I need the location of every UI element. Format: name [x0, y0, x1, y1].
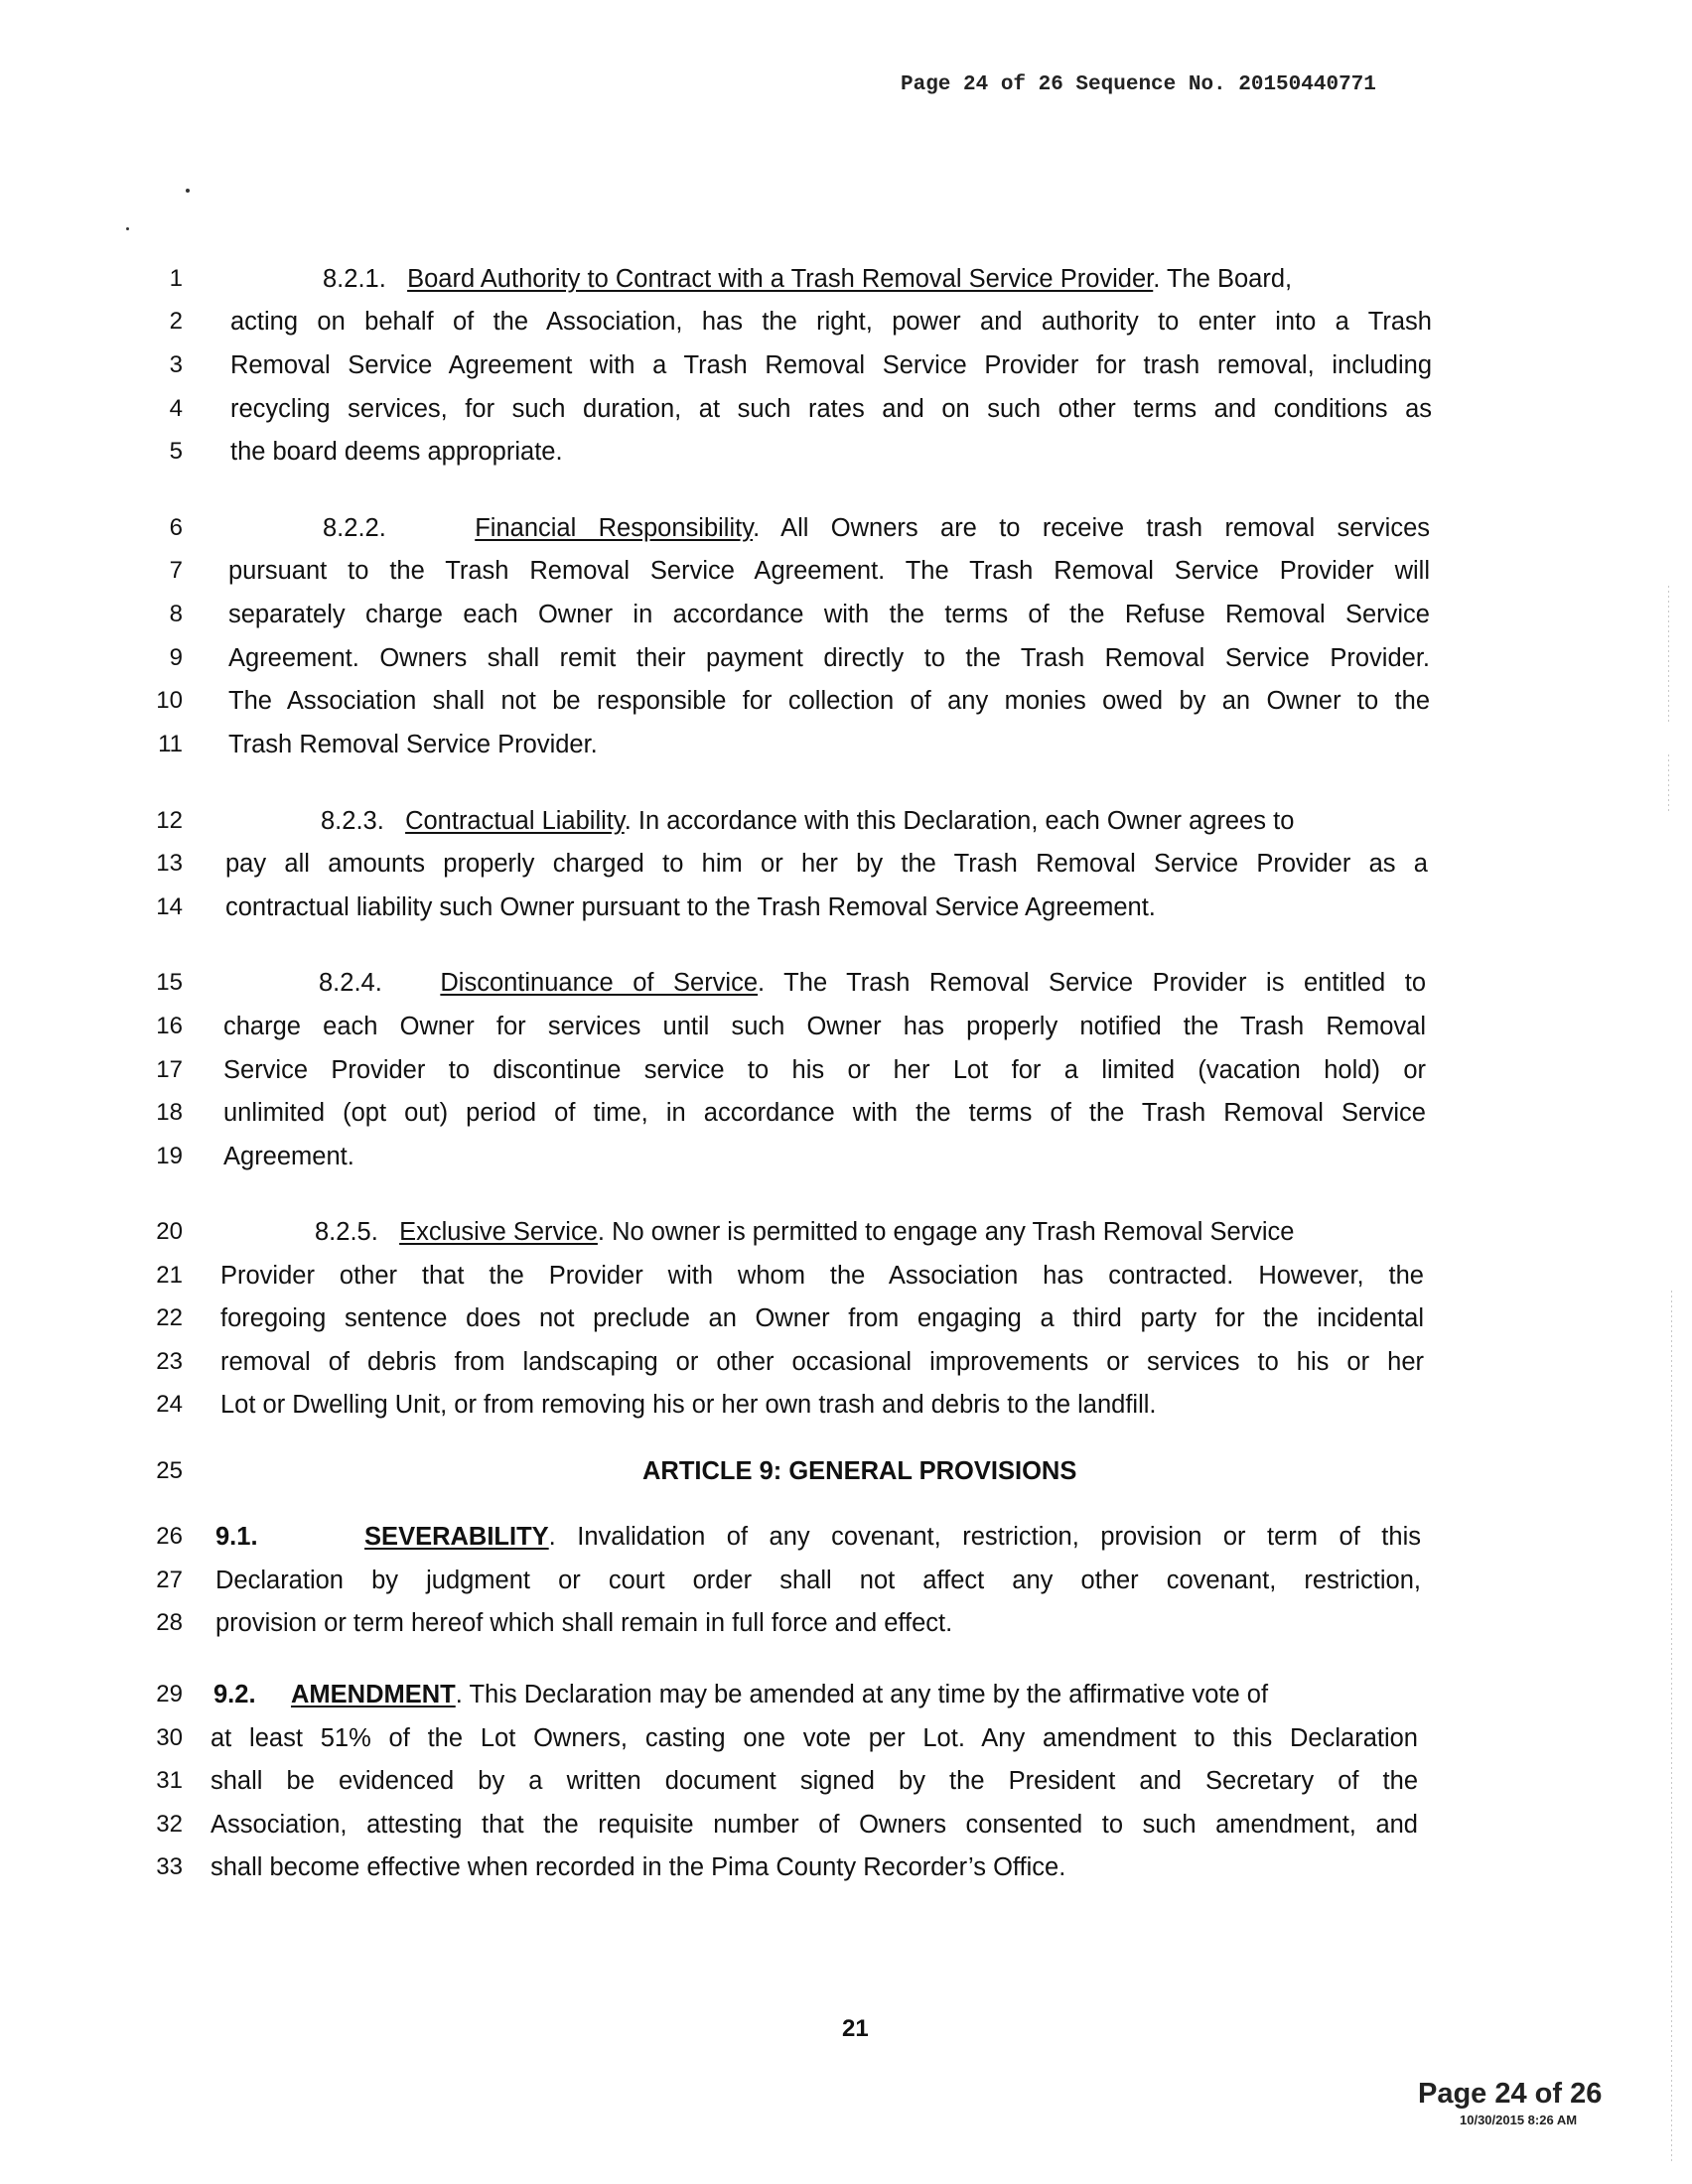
paragraph-line: contractual liability such Owner pursuant to the Trash Removal Service Agreement.: [225, 893, 1156, 921]
paragraph-line: charge each Owner for services until such Owner has properly notified the Trash Removal: [223, 1013, 1426, 1040]
paragraph-first-line: [315, 1217, 1424, 1247]
line-number: 1: [169, 265, 183, 292]
section-number: 8.2.5.: [315, 1218, 378, 1246]
paragraph-line: foregoing sentence does not preclude an Owner from engaging a third party for the incidental: [220, 1304, 1424, 1332]
recorder-datetime-stamp: 10/30/2015 8:26 AM: [1460, 2113, 1578, 2127]
paragraph-line: recycling services, for such duration, at such rates and on such other terms and conditions as: [230, 395, 1432, 423]
paragraph-first-line: [323, 264, 1432, 294]
section-title: Financial Responsibility: [475, 514, 754, 542]
provision-text: . Invalidation of any covenant, restriction, provision or term of this: [548, 1523, 1421, 1551]
paragraph-line: removal of debris from landscaping or other occasional improvements or services to his or her: [220, 1348, 1424, 1376]
section-text: . The Trash Removal Service Provider is entitled to: [758, 969, 1426, 997]
line-number: 21: [156, 1262, 183, 1289]
provision-number: 9.1.: [215, 1523, 258, 1551]
scan-edge-mark: [1671, 1291, 1672, 2164]
paragraph-line: provision or term hereof which shall remain in full force and effect.: [215, 1609, 953, 1637]
line-number: 18: [156, 1099, 183, 1126]
provision-number: 9.2.: [213, 1681, 256, 1708]
provision-text: . This Declaration may be amended at any time by the affirmative vote of: [455, 1681, 1269, 1708]
line-number: 4: [169, 395, 183, 422]
line-number: 10: [156, 687, 183, 714]
line-number: 28: [156, 1609, 183, 1636]
paragraph-line: Removal Service Agreement with a Trash Removal Service Provider for trash removal, including: [230, 351, 1432, 379]
paragraph-line: Agreement. Owners shall remit their payment directly to the Trash Removal Service Provider.: [228, 644, 1430, 672]
line-number: 6: [169, 514, 183, 541]
section-text: . No owner is permitted to engage any Trash Removal Service: [597, 1218, 1295, 1246]
scan-speck: [126, 227, 129, 230]
line-number: 29: [156, 1681, 183, 1707]
section-text: . All Owners are to receive trash removal services: [753, 514, 1431, 542]
section-title: Board Authority to Contract with a Trash Removal Service Provider: [407, 265, 1154, 293]
paragraph-line: shall become effective when recorded in the Pima County Recorder’s Office.: [211, 1853, 1066, 1881]
paragraph-line: pay all amounts properly charged to him or her by the Trash Removal Service Provider as a: [225, 850, 1428, 878]
section-number: 8.2.3.: [321, 807, 384, 835]
line-number: 13: [156, 850, 183, 877]
line-number: 16: [156, 1013, 183, 1039]
line-number: 15: [156, 969, 183, 996]
paragraph-line: the board deems appropriate.: [230, 438, 563, 466]
section-text: . In accordance with this Declaration, each Owner agrees to: [624, 807, 1295, 835]
line-number: 5: [169, 438, 183, 465]
line-number: 27: [156, 1567, 183, 1593]
paragraph-first-line: [319, 968, 1426, 998]
paragraph-line: Service Provider to discontinue service to his or her Lot for a limited (vacation hold) or: [223, 1056, 1426, 1084]
provision-title: SEVERABILITY: [364, 1523, 549, 1551]
line-number: 31: [156, 1767, 183, 1794]
section-text: . The Board,: [1153, 265, 1293, 293]
recorder-page-stamp: Page 24 of 26: [1418, 2078, 1603, 2110]
line-number: 19: [156, 1143, 183, 1169]
paragraph-line: pursuant to the Trash Removal Service Agreement. The Trash Removal Service Provider will: [228, 557, 1430, 585]
paragraph-line: Declaration by judgment or court order shall not affect any other covenant, restriction,: [215, 1567, 1421, 1594]
paragraph-line: acting on behalf of the Association, has the right, power and authority to enter into a Trash: [230, 308, 1432, 336]
line-number: 3: [169, 351, 183, 378]
line-number: 17: [156, 1056, 183, 1083]
section-number: 8.2.4.: [319, 969, 382, 997]
line-number: 30: [156, 1724, 183, 1751]
paragraph-line: unlimited (opt out) period of time, in accordance with the terms of the Trash Removal Service: [223, 1099, 1426, 1127]
paragraph-line: Association, attesting that the requisite number of Owners consented to such amendment, and: [211, 1811, 1418, 1839]
section-number: 8.2.1.: [323, 265, 386, 293]
paragraph-line: The Association shall not be responsible for collection of any monies owed by an Owner to the: [228, 687, 1430, 715]
section-title: Exclusive Service: [399, 1218, 598, 1246]
section-title: Contractual Liability: [405, 807, 625, 835]
line-number: 24: [156, 1391, 183, 1418]
paragraph-line: Provider other that the Provider with whom the Association has contracted. However, the: [220, 1262, 1424, 1290]
scan-edge-mark: [1668, 586, 1669, 725]
paragraph-first-line: [321, 806, 1428, 836]
paragraph-line: Agreement.: [223, 1143, 354, 1170]
line-number: 12: [156, 807, 183, 834]
paragraph-line: Lot or Dwelling Unit, or from removing his or her own trash and debris to the landfill.: [220, 1391, 1157, 1419]
section-title: Discontinuance of Service: [440, 969, 759, 997]
line-number: 26: [156, 1523, 183, 1550]
paragraph-line: separately charge each Owner in accordance with the terms of the Refuse Removal Service: [228, 601, 1430, 628]
paragraph-line: Trash Removal Service Provider.: [228, 731, 598, 758]
provision-title: AMENDMENT: [290, 1681, 456, 1708]
line-number: 32: [156, 1811, 183, 1838]
line-number: 11: [158, 731, 183, 757]
paragraph-line: shall be evidenced by a written document signed by the President and Secretary of the: [211, 1767, 1418, 1795]
line-number: 7: [169, 557, 183, 584]
paragraph-first-line: [213, 1680, 1418, 1709]
line-number: 33: [156, 1853, 183, 1880]
recorder-sequence-header: Page 24 of 26 Sequence No. 20150440771: [901, 73, 1376, 96]
paragraph-first-line: [323, 513, 1430, 543]
section-number: 8.2.2.: [323, 514, 386, 542]
paragraph-first-line: [215, 1522, 1421, 1552]
paragraph-line: at least 51% of the Lot Owners, casting one vote per Lot. Any amendment to this Declaration: [211, 1724, 1418, 1752]
article-heading: ARTICLE 9: GENERAL PROVISIONS: [642, 1457, 1077, 1485]
line-number: 8: [169, 601, 183, 627]
scan-speck: [186, 189, 190, 193]
line-number: 22: [156, 1304, 183, 1331]
line-number: 23: [156, 1348, 183, 1375]
page-number: 21: [842, 2015, 869, 2042]
line-number: 20: [156, 1218, 183, 1245]
line-number: 25: [156, 1457, 183, 1484]
line-number: 9: [169, 644, 183, 671]
line-number: 14: [156, 893, 183, 920]
line-number: 2: [169, 308, 183, 335]
scan-edge-mark: [1668, 754, 1669, 814]
